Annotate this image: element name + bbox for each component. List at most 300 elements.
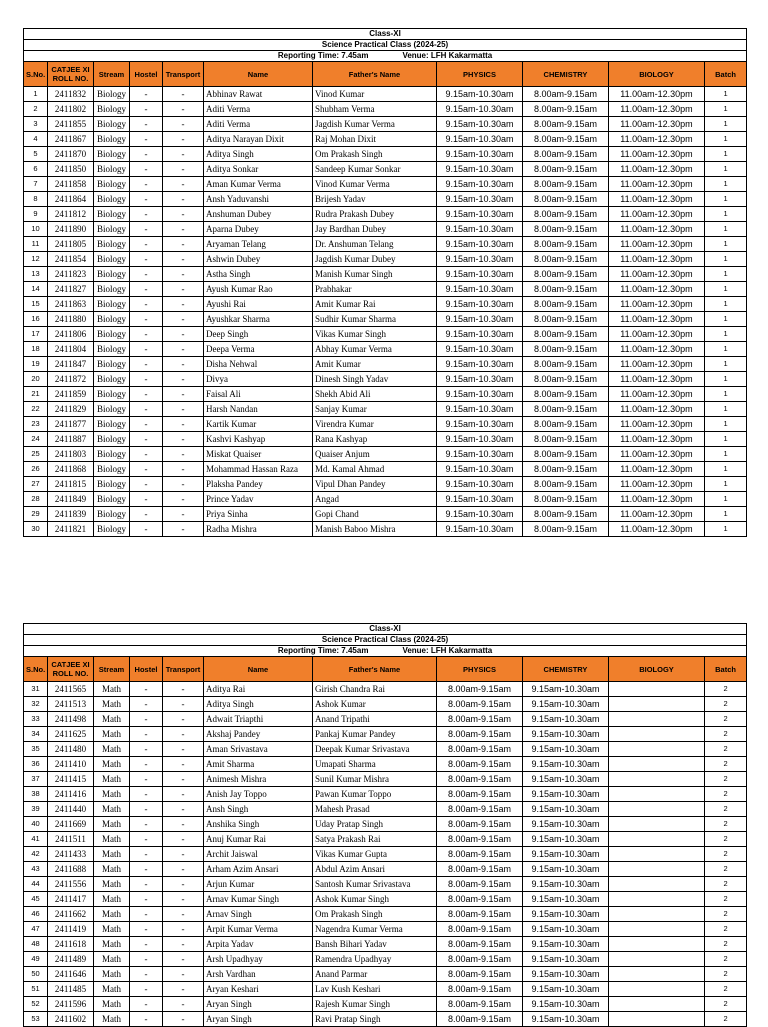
chemistry-time-cell: 9.15am-10.30am <box>523 772 609 787</box>
roll-no-cell: 2411440 <box>48 802 94 817</box>
physics-time-cell: 8.00am-9.15am <box>437 847 523 862</box>
hostel-cell: - <box>130 697 163 712</box>
physics-time-cell: 8.00am-9.15am <box>437 697 523 712</box>
col-father: Father's Name <box>313 62 437 87</box>
roll-no-cell: 2411847 <box>48 357 94 372</box>
father-name-cell: Sandeep Kumar Sonkar <box>313 162 437 177</box>
transport-cell: - <box>163 877 204 892</box>
name-cell: Akshaj Pandey <box>204 727 313 742</box>
batch-cell: 1 <box>705 462 747 477</box>
table-row <box>24 147 747 162</box>
name-cell: Arnav Singh <box>204 907 313 922</box>
stream-cell: Math <box>94 817 130 832</box>
transport-cell: - <box>163 222 204 237</box>
father-name-cell: Shekh Abid Ali <box>313 387 437 402</box>
roll-no-cell: 2411806 <box>48 327 94 342</box>
roll-no-cell: 2411419 <box>48 922 94 937</box>
table-row <box>24 222 747 237</box>
name-cell: Aditya Narayan Dixit <box>204 132 313 147</box>
stream-cell: Biology <box>94 477 130 492</box>
physics-time-cell: 9.15am-10.30am <box>437 477 523 492</box>
sno-cell: 15 <box>24 297 48 312</box>
col-biology: BIOLOGY <box>609 657 705 682</box>
stream-cell: Math <box>94 967 130 982</box>
biology-time-cell: 11.00am-12.30pm <box>609 357 705 372</box>
table-row <box>24 907 747 922</box>
name-cell: Aryan Keshari <box>204 982 313 997</box>
roll-no-cell: 2411498 <box>48 712 94 727</box>
father-name-cell: Prabhakar <box>313 282 437 297</box>
table-row <box>24 417 747 432</box>
biology-time-cell: 11.00am-12.30pm <box>609 132 705 147</box>
transport-cell: - <box>163 192 204 207</box>
chemistry-time-cell: 9.15am-10.30am <box>523 892 609 907</box>
stream-cell: Math <box>94 937 130 952</box>
biology-time-cell: 11.00am-12.30pm <box>609 282 705 297</box>
table-row <box>24 207 747 222</box>
chemistry-time-cell: 8.00am-9.15am <box>523 87 609 102</box>
physics-time-cell: 8.00am-9.15am <box>437 757 523 772</box>
sno-cell: 23 <box>24 417 48 432</box>
table-row <box>24 267 747 282</box>
chemistry-time-cell: 8.00am-9.15am <box>523 492 609 507</box>
father-name-cell: Abhay Kumar Verma <box>313 342 437 357</box>
transport-cell: - <box>163 937 204 952</box>
col-father: Father's Name <box>313 657 437 682</box>
physics-time-cell: 8.00am-9.15am <box>437 802 523 817</box>
col-name: Name <box>204 62 313 87</box>
name-cell: Animesh Mishra <box>204 772 313 787</box>
class-title: Class-XI <box>24 29 747 40</box>
stream-cell: Biology <box>94 162 130 177</box>
stream-cell: Biology <box>94 402 130 417</box>
roll-no-cell: 2411849 <box>48 492 94 507</box>
name-cell: Arpit Kumar Verma <box>204 922 313 937</box>
name-cell: Aryan Singh <box>204 997 313 1012</box>
hostel-cell: - <box>130 802 163 817</box>
physics-time-cell: 8.00am-9.15am <box>437 937 523 952</box>
batch-cell: 1 <box>705 162 747 177</box>
batch-cell: 1 <box>705 387 747 402</box>
roll-no-cell: 2411662 <box>48 907 94 922</box>
physics-time-cell: 8.00am-9.15am <box>437 967 523 982</box>
name-cell: Aman Kumar Verma <box>204 177 313 192</box>
stream-cell: Math <box>94 1012 130 1027</box>
batch-cell: 2 <box>705 802 747 817</box>
batch-cell: 1 <box>705 477 747 492</box>
batch-cell: 1 <box>705 312 747 327</box>
hostel-cell: - <box>130 757 163 772</box>
roll-no-cell: 2411618 <box>48 937 94 952</box>
hostel-cell: - <box>130 682 163 697</box>
table-row <box>24 967 747 982</box>
hostel-cell: - <box>130 387 163 402</box>
sno-cell: 9 <box>24 207 48 222</box>
sno-cell: 38 <box>24 787 48 802</box>
table-row <box>24 712 747 727</box>
chemistry-time-cell: 9.15am-10.30am <box>523 697 609 712</box>
father-name-cell: Raj Mohan Dixit <box>313 132 437 147</box>
table-row <box>24 402 747 417</box>
chemistry-time-cell: 9.15am-10.30am <box>523 952 609 967</box>
physics-time-cell: 9.15am-10.30am <box>437 372 523 387</box>
table-row <box>24 432 747 447</box>
schedule-table-1 <box>23 28 747 537</box>
table-subtitle: Science Practical Class (2024-25) <box>24 635 747 646</box>
hostel-cell: - <box>130 252 163 267</box>
name-cell: Aryan Singh <box>204 1012 313 1027</box>
physics-time-cell: 9.15am-10.30am <box>437 177 523 192</box>
physics-time-cell: 8.00am-9.15am <box>437 1012 523 1027</box>
table-row <box>24 802 747 817</box>
batch-cell: 1 <box>705 222 747 237</box>
physics-time-cell: 9.15am-10.30am <box>437 252 523 267</box>
transport-cell: - <box>163 492 204 507</box>
father-name-cell: Amit Kumar Rai <box>313 297 437 312</box>
father-name-cell: Jagdish Kumar Dubey <box>313 252 437 267</box>
physics-time-cell: 9.15am-10.30am <box>437 117 523 132</box>
stream-cell: Biology <box>94 147 130 162</box>
transport-cell: - <box>163 952 204 967</box>
hostel-cell: - <box>130 342 163 357</box>
roll-no-cell: 2411867 <box>48 132 94 147</box>
hostel-cell: - <box>130 817 163 832</box>
roll-no-cell: 2411863 <box>48 297 94 312</box>
physics-time-cell: 8.00am-9.15am <box>437 907 523 922</box>
roll-no-cell: 2411829 <box>48 402 94 417</box>
transport-cell: - <box>163 907 204 922</box>
transport-cell: - <box>163 147 204 162</box>
chemistry-time-cell: 8.00am-9.15am <box>523 312 609 327</box>
physics-time-cell: 9.15am-10.30am <box>437 297 523 312</box>
father-name-cell: Quaiser Anjum <box>313 447 437 462</box>
reporting-time: Reporting Time: 7.45am <box>277 51 369 60</box>
chemistry-time-cell: 9.15am-10.30am <box>523 712 609 727</box>
sno-cell: 26 <box>24 462 48 477</box>
physics-time-cell: 9.15am-10.30am <box>437 282 523 297</box>
hostel-cell: - <box>130 967 163 982</box>
col-roll: CATJEE XI ROLL NO. <box>48 657 94 682</box>
transport-cell: - <box>163 892 204 907</box>
transport-cell: - <box>163 297 204 312</box>
col-hostel: Hostel <box>130 657 163 682</box>
name-cell: Arpita Yadav <box>204 937 313 952</box>
name-cell: Deepa Verma <box>204 342 313 357</box>
table-row <box>24 102 747 117</box>
col-hostel: Hostel <box>130 62 163 87</box>
sno-cell: 21 <box>24 387 48 402</box>
father-name-cell: Rudra Prakash Dubey <box>313 207 437 222</box>
sno-cell: 39 <box>24 802 48 817</box>
hostel-cell: - <box>130 117 163 132</box>
name-cell: Anshika Singh <box>204 817 313 832</box>
name-cell: Kashvi Kashyap <box>204 432 313 447</box>
sno-cell: 29 <box>24 507 48 522</box>
biology-time-cell <box>609 727 705 742</box>
sno-cell: 8 <box>24 192 48 207</box>
transport-cell: - <box>163 862 204 877</box>
table-row <box>24 297 747 312</box>
father-name-cell: Md. Kamal Ahmad <box>313 462 437 477</box>
chemistry-time-cell: 9.15am-10.30am <box>523 682 609 697</box>
table-row <box>24 937 747 952</box>
biology-time-cell: 11.00am-12.30pm <box>609 507 705 522</box>
transport-cell: - <box>163 727 204 742</box>
father-name-cell: Virendra Kumar <box>313 417 437 432</box>
sno-cell: 41 <box>24 832 48 847</box>
batch-cell: 1 <box>705 342 747 357</box>
batch-cell: 1 <box>705 522 747 537</box>
batch-cell: 1 <box>705 237 747 252</box>
chemistry-time-cell: 9.15am-10.30am <box>523 922 609 937</box>
sno-cell: 22 <box>24 402 48 417</box>
roll-no-cell: 2411868 <box>48 462 94 477</box>
table-row <box>24 787 747 802</box>
reporting-venue <box>24 51 747 62</box>
father-name-cell: Santosh Kumar Srivastava <box>313 877 437 892</box>
physics-time-cell: 9.15am-10.30am <box>437 312 523 327</box>
physics-time-cell: 8.00am-9.15am <box>437 712 523 727</box>
hostel-cell: - <box>130 327 163 342</box>
chemistry-time-cell: 9.15am-10.30am <box>523 877 609 892</box>
father-name-cell: Abdul Azim Ansari <box>313 862 437 877</box>
biology-time-cell: 11.00am-12.30pm <box>609 192 705 207</box>
table-row <box>24 132 747 147</box>
physics-time-cell: 8.00am-9.15am <box>437 997 523 1012</box>
batch-cell: 2 <box>705 862 747 877</box>
roll-no-cell: 2411513 <box>48 697 94 712</box>
roll-no-cell: 2411864 <box>48 192 94 207</box>
biology-time-cell: 11.00am-12.30pm <box>609 117 705 132</box>
col-sno: S.No. <box>24 62 48 87</box>
physics-time-cell: 8.00am-9.15am <box>437 832 523 847</box>
biology-time-cell: 11.00am-12.30pm <box>609 207 705 222</box>
table-row <box>24 522 747 537</box>
transport-cell: - <box>163 922 204 937</box>
sno-cell: 53 <box>24 1012 48 1027</box>
batch-cell: 1 <box>705 432 747 447</box>
physics-time-cell: 8.00am-9.15am <box>437 727 523 742</box>
physics-time-cell: 8.00am-9.15am <box>437 682 523 697</box>
hostel-cell: - <box>130 862 163 877</box>
name-cell: Anish Jay Toppo <box>204 787 313 802</box>
name-cell: Ayushkar Sharma <box>204 312 313 327</box>
table-row <box>24 892 747 907</box>
table-row <box>24 1012 747 1027</box>
batch-cell: 2 <box>705 772 747 787</box>
batch-cell: 1 <box>705 402 747 417</box>
roll-no-cell: 2411688 <box>48 862 94 877</box>
father-name-cell: Dr. Anshuman Telang <box>313 237 437 252</box>
name-cell: Ashwin Dubey <box>204 252 313 267</box>
stream-cell: Math <box>94 997 130 1012</box>
physics-time-cell: 8.00am-9.15am <box>437 952 523 967</box>
hostel-cell: - <box>130 507 163 522</box>
chemistry-time-cell: 9.15am-10.30am <box>523 937 609 952</box>
batch-cell: 2 <box>705 952 747 967</box>
table-row <box>24 832 747 847</box>
batch-cell: 2 <box>705 937 747 952</box>
hostel-cell: - <box>130 357 163 372</box>
batch-cell: 1 <box>705 447 747 462</box>
transport-cell: - <box>163 117 204 132</box>
chemistry-time-cell: 9.15am-10.30am <box>523 862 609 877</box>
batch-cell: 2 <box>705 997 747 1012</box>
physics-time-cell: 9.15am-10.30am <box>437 462 523 477</box>
stream-cell: Biology <box>94 192 130 207</box>
father-name-cell: Gopi Chand <box>313 507 437 522</box>
father-name-cell: Anand Tripathi <box>313 712 437 727</box>
column-header-row <box>24 657 747 682</box>
hostel-cell: - <box>130 267 163 282</box>
batch-cell: 1 <box>705 267 747 282</box>
name-cell: Amit Sharma <box>204 757 313 772</box>
transport-cell: - <box>163 432 204 447</box>
sno-cell: 30 <box>24 522 48 537</box>
chemistry-time-cell: 8.00am-9.15am <box>523 447 609 462</box>
hostel-cell: - <box>130 162 163 177</box>
stream-cell: Biology <box>94 177 130 192</box>
batch-cell: 2 <box>705 682 747 697</box>
stream-cell: Biology <box>94 102 130 117</box>
transport-cell: - <box>163 742 204 757</box>
batch-cell: 1 <box>705 147 747 162</box>
table-row <box>24 177 747 192</box>
table-row <box>24 282 747 297</box>
stream-cell: Math <box>94 697 130 712</box>
table-row <box>24 757 747 772</box>
stream-cell: Biology <box>94 492 130 507</box>
sno-cell: 35 <box>24 742 48 757</box>
name-cell: Divya <box>204 372 313 387</box>
hostel-cell: - <box>130 922 163 937</box>
biology-time-cell: 11.00am-12.30pm <box>609 432 705 447</box>
stream-cell: Math <box>94 847 130 862</box>
physics-time-cell: 9.15am-10.30am <box>437 162 523 177</box>
batch-cell: 2 <box>705 907 747 922</box>
biology-time-cell <box>609 847 705 862</box>
physics-time-cell: 9.15am-10.30am <box>437 222 523 237</box>
roll-no-cell: 2411565 <box>48 682 94 697</box>
stream-cell: Math <box>94 787 130 802</box>
stream-cell: Math <box>94 952 130 967</box>
table-row <box>24 87 747 102</box>
father-name-cell: Umapati Sharma <box>313 757 437 772</box>
father-name-cell: Ashok Kumar <box>313 697 437 712</box>
hostel-cell: - <box>130 402 163 417</box>
stream-cell: Biology <box>94 327 130 342</box>
stream-cell: Math <box>94 742 130 757</box>
transport-cell: - <box>163 982 204 997</box>
transport-cell: - <box>163 87 204 102</box>
physics-time-cell: 9.15am-10.30am <box>437 447 523 462</box>
reporting-venue <box>24 646 747 657</box>
biology-time-cell <box>609 802 705 817</box>
sno-cell: 48 <box>24 937 48 952</box>
stream-cell: Math <box>94 877 130 892</box>
name-cell: Priya Sinha <box>204 507 313 522</box>
transport-cell: - <box>163 447 204 462</box>
father-name-cell: Om Prakash Singh <box>313 907 437 922</box>
name-cell: Aditya Sonkar <box>204 162 313 177</box>
physics-time-cell: 9.15am-10.30am <box>437 522 523 537</box>
biology-time-cell: 11.00am-12.30pm <box>609 177 705 192</box>
roll-no-cell: 2411870 <box>48 147 94 162</box>
physics-time-cell: 9.15am-10.30am <box>437 432 523 447</box>
roll-no-cell: 2411489 <box>48 952 94 967</box>
batch-cell: 2 <box>705 787 747 802</box>
chemistry-time-cell: 9.15am-10.30am <box>523 982 609 997</box>
roll-no-cell: 2411803 <box>48 447 94 462</box>
transport-cell: - <box>163 477 204 492</box>
physics-time-cell: 8.00am-9.15am <box>437 922 523 937</box>
sno-cell: 34 <box>24 727 48 742</box>
col-physics: PHYSICS <box>437 657 523 682</box>
sno-cell: 37 <box>24 772 48 787</box>
col-physics: PHYSICS <box>437 62 523 87</box>
hostel-cell: - <box>130 952 163 967</box>
roll-no-cell: 2411669 <box>48 817 94 832</box>
stream-cell: Biology <box>94 252 130 267</box>
hostel-cell: - <box>130 462 163 477</box>
stream-cell: Math <box>94 802 130 817</box>
stream-cell: Math <box>94 712 130 727</box>
batch-cell: 1 <box>705 492 747 507</box>
transport-cell: - <box>163 507 204 522</box>
hostel-cell: - <box>130 982 163 997</box>
sno-cell: 17 <box>24 327 48 342</box>
sno-cell: 4 <box>24 132 48 147</box>
transport-cell: - <box>163 342 204 357</box>
stream-cell: Biology <box>94 132 130 147</box>
name-cell: Deep Singh <box>204 327 313 342</box>
name-cell: Aparna Dubey <box>204 222 313 237</box>
biology-time-cell <box>609 922 705 937</box>
name-cell: Aditya Singh <box>204 697 313 712</box>
transport-cell: - <box>163 327 204 342</box>
hostel-cell: - <box>130 877 163 892</box>
batch-cell: 1 <box>705 372 747 387</box>
venue: Venue: LFH Kakarmatta <box>402 646 493 655</box>
batch-cell: 1 <box>705 117 747 132</box>
chemistry-time-cell: 8.00am-9.15am <box>523 237 609 252</box>
stream-cell: Math <box>94 862 130 877</box>
physics-time-cell: 9.15am-10.30am <box>437 87 523 102</box>
roll-no-cell: 2411812 <box>48 207 94 222</box>
father-name-cell: Rajesh Kumar Singh <box>313 997 437 1012</box>
table-row <box>24 462 747 477</box>
stream-cell: Biology <box>94 372 130 387</box>
hostel-cell: - <box>130 447 163 462</box>
father-name-cell: Vipul Dhan Pandey <box>313 477 437 492</box>
batch-cell: 2 <box>705 967 747 982</box>
sno-cell: 43 <box>24 862 48 877</box>
batch-cell: 1 <box>705 132 747 147</box>
stream-cell: Biology <box>94 357 130 372</box>
physics-time-cell: 9.15am-10.30am <box>437 207 523 222</box>
father-name-cell: Jay Bardhan Dubey <box>313 222 437 237</box>
chemistry-time-cell: 8.00am-9.15am <box>523 297 609 312</box>
physics-time-cell: 9.15am-10.30am <box>437 267 523 282</box>
batch-cell: 2 <box>705 832 747 847</box>
batch-cell: 2 <box>705 697 747 712</box>
biology-time-cell <box>609 712 705 727</box>
name-cell: Harsh Nandan <box>204 402 313 417</box>
roll-no-cell: 2411556 <box>48 877 94 892</box>
physics-time-cell: 9.15am-10.30am <box>437 492 523 507</box>
roll-no-cell: 2411850 <box>48 162 94 177</box>
biology-time-cell <box>609 817 705 832</box>
